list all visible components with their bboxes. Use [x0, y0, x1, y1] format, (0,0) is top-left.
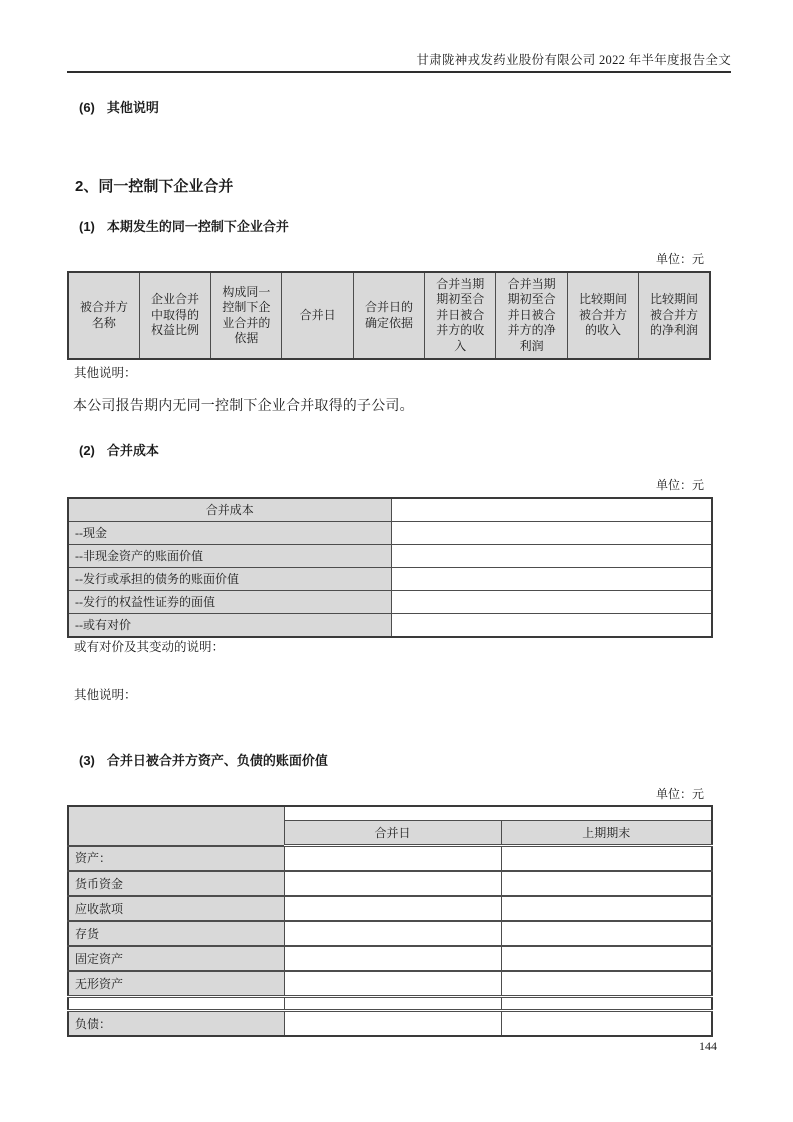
- value-cell: [501, 1011, 712, 1037]
- value-cell: [284, 997, 501, 1011]
- value-cell: [391, 568, 712, 591]
- merger-cost-header-cell: 合并成本: [68, 498, 391, 522]
- row-label-cell: 资产：: [68, 846, 284, 872]
- unit-label-2: 单位：元: [655, 478, 704, 492]
- value-cell: [284, 846, 501, 872]
- value-cell: [501, 946, 712, 971]
- value-cell: [284, 806, 712, 821]
- row-label-cell: 固定资产: [68, 946, 284, 971]
- table-row: [68, 946, 712, 971]
- row-label-cell: --发行或承担的债务的账面价值: [68, 568, 391, 591]
- value-cell: [284, 971, 501, 997]
- subsection-heading-1-number: (1): [79, 219, 95, 234]
- table-row: [68, 896, 712, 921]
- table-row: [68, 522, 712, 545]
- table-row: [68, 545, 712, 568]
- spacer-row: [68, 997, 712, 1011]
- table-row: [68, 846, 712, 872]
- column-header-cell: 上期期末: [501, 821, 712, 846]
- value-cell: [501, 871, 712, 896]
- other-note-2: 其他说明：: [74, 688, 137, 702]
- header-rule: [67, 71, 731, 73]
- table-row: [68, 591, 712, 614]
- table-row: [68, 806, 712, 821]
- page-header-title: 甘肃陇神戎发药业股份有限公司 2022 年半年度报告全文: [416, 53, 731, 67]
- table-row: [68, 971, 712, 997]
- value-cell: [501, 896, 712, 921]
- table-header-cell: 企业合并中取得的权益比例: [139, 272, 210, 359]
- row-label-cell: 存货: [68, 921, 284, 946]
- subsection-heading-3-label: 合并日被合并方资产、负债的账面价值: [106, 753, 328, 768]
- unit-label-3: 单位：元: [655, 787, 704, 801]
- table-row: [68, 498, 712, 522]
- row-label-cell: --现金: [68, 522, 391, 545]
- corner-cell: [68, 806, 284, 846]
- table-header-cell: 比较期间被合并方的收入: [567, 272, 638, 359]
- table-row: [68, 871, 712, 896]
- subsection-heading-2-number: (2): [79, 443, 95, 458]
- value-cell: [391, 522, 712, 545]
- column-header-cell: 合并日: [284, 821, 501, 846]
- value-cell: [284, 1011, 501, 1037]
- section-heading-6-label: 其他说明: [106, 100, 159, 115]
- value-cell: [391, 614, 712, 638]
- row-label-cell: 应收款项: [68, 896, 284, 921]
- value-cell: [284, 946, 501, 971]
- value-cell: [391, 498, 712, 522]
- common-control-merger-table: [67, 271, 711, 360]
- page-number: 144: [699, 1039, 717, 1053]
- table-header-cell: 合并日的确定依据: [353, 272, 424, 359]
- value-cell: [284, 896, 501, 921]
- section-heading-2: 2、同一控制下企业合并: [75, 178, 234, 195]
- table-header-cell: 合并当期期初至合并日被合并方的收入: [425, 272, 496, 359]
- merger-cost-table: [67, 497, 713, 638]
- table-row: [68, 1011, 712, 1037]
- body-statement: 本公司报告期内无同一控制下企业合并取得的子公司。: [73, 399, 414, 414]
- row-label-cell: 货币资金: [68, 871, 284, 896]
- subsection-heading-3: [79, 753, 328, 769]
- table-row: [68, 614, 712, 638]
- subsection-heading-2: [79, 443, 159, 459]
- other-note-1: 其他说明：: [74, 366, 137, 380]
- table-row: [68, 568, 712, 591]
- table-header-cell: 被合并方名称: [68, 272, 139, 359]
- unit-label-1: 单位：元: [655, 252, 704, 266]
- value-cell: [501, 921, 712, 946]
- row-label-cell: 负债：: [68, 1011, 284, 1037]
- table-header-row: [68, 272, 710, 359]
- table-header-cell: 合并日: [282, 272, 353, 359]
- subsection-heading-2-label: 合并成本: [106, 443, 159, 458]
- row-label-cell: --发行的权益性证券的面值: [68, 591, 391, 614]
- table-header-cell: 比较期间被合并方的净利润: [639, 272, 710, 359]
- section-heading-6-number: (6): [79, 100, 95, 115]
- value-cell: [391, 545, 712, 568]
- value-cell: [391, 591, 712, 614]
- row-label-cell: --或有对价: [68, 614, 391, 638]
- table-header-cell: 合并当期期初至合并日被合并方的净利润: [496, 272, 567, 359]
- subsection-heading-1-label: 本期发生的同一控制下企业合并: [106, 219, 289, 234]
- subsection-heading-1: [79, 219, 289, 235]
- value-cell: [284, 871, 501, 896]
- row-label-cell: [68, 997, 284, 1011]
- book-value-table: [67, 805, 713, 1037]
- contingent-consideration-note: 或有对价及其变动的说明：: [74, 640, 225, 654]
- value-cell: [284, 921, 501, 946]
- subsection-heading-3-number: (3): [79, 753, 95, 768]
- value-cell: [501, 846, 712, 872]
- value-cell: [501, 997, 712, 1011]
- table-header-cell: 构成同一控制下企业合并的依据: [211, 272, 282, 359]
- row-label-cell: --非现金资产的账面价值: [68, 545, 391, 568]
- value-cell: [501, 971, 712, 997]
- table-row: [68, 921, 712, 946]
- row-label-cell: 无形资产: [68, 971, 284, 997]
- section-heading-6: [79, 100, 159, 116]
